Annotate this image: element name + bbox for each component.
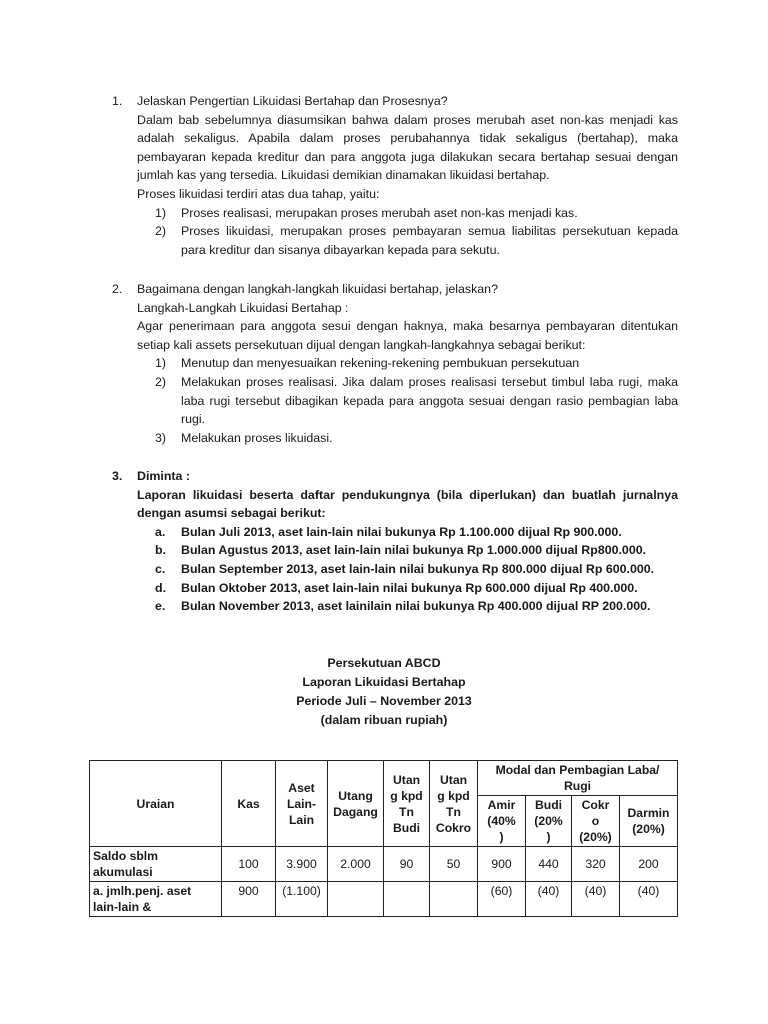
question-2 <box>106 280 678 447</box>
cell-budi: 440 <box>526 847 572 882</box>
q1-para-line: Dalam bab sebelumnya diasumsikan bahwa dalam proses merubah aset non-kas menjadi kas <box>137 112 678 127</box>
question-3-title <box>106 467 678 486</box>
question-2-text: Bagaimana dengan langkah-langkah likuidasi bertahap, jelaskan? <box>137 282 498 296</box>
cell-cokro: 320 <box>572 847 620 882</box>
q1-item-number: 2) <box>155 224 167 239</box>
table-row <box>90 847 678 882</box>
q2-list-item <box>106 373 678 392</box>
cell-darmin: (40) <box>620 882 678 917</box>
question-3-answer <box>106 486 678 523</box>
q1-item-text: Proses realisasi, merupakan proses merubah aset non-kas menjadi kas. <box>181 205 578 220</box>
report-title: Laporan Likuidasi Bertahap <box>302 675 466 689</box>
q3-list-item <box>106 523 678 542</box>
q3-item-text: Bulan Oktober 2013, aset lain-lain nilai bukunya Rp 600.000 dijual Rp 400.000. <box>181 580 638 595</box>
q3-list-item <box>106 597 678 616</box>
q2-item-text: Melakukan proses realisasi. Jika dalam proses realisasi tersebut timbul laba rugi, maka <box>181 374 678 389</box>
q2-para-line: setiap kali assets persekutuan dijual dengan langkah-langkahnya sebagai berikut: <box>137 337 586 352</box>
q3-para-line: dengan asumsi sebagai berikut: <box>137 506 326 521</box>
cell-aset: 3.900 <box>276 847 328 882</box>
question-3 <box>106 467 678 616</box>
row-label: a. jmlh.penj. aset lain-lain & <box>90 882 222 917</box>
q2-list-item <box>106 354 678 373</box>
question-1-number: 1. <box>112 94 123 108</box>
question-3-text: Diminta : <box>137 469 191 483</box>
q3-item-letter: c. <box>155 561 166 576</box>
q2-item-number: 3) <box>155 430 167 445</box>
q3-item-letter: d. <box>155 580 167 595</box>
cell-kas: 900 <box>222 882 276 917</box>
header-kas: Kas <box>222 761 276 847</box>
cell-utang-dagang <box>328 882 384 917</box>
q2-item-continuation <box>106 410 678 429</box>
q1-para-line: adalah sekaligus. Apabila dalam proses perubahannya tidak sekaligus (bertahap), maka <box>137 131 678 146</box>
q2-item-number: 1) <box>155 356 167 371</box>
q1-para-line: jumlah kas yang tersedia. Likuidasi demikian dinamakan likuidasi bertahap. <box>137 168 550 183</box>
q3-item-text: Bulan November 2013, aset lainilain nilai bukunya Rp 400.000 dijual RP 200.000. <box>181 599 651 614</box>
q2-item-number: 2) <box>155 374 167 389</box>
cell-darmin: 200 <box>620 847 678 882</box>
question-2-title <box>106 280 678 299</box>
header-utang-budi: Utan g kpd Tn Budi <box>384 761 430 847</box>
q3-item-text: Bulan September 2013, aset lain-lain nilai bukunya Rp 800.000 dijual Rp 600.000. <box>181 561 655 576</box>
q1-item-text: para kreditur dan sisanya dibayarkan kepada para sekutu. <box>181 242 500 257</box>
report-period: Periode Juli – November 2013 <box>296 694 472 708</box>
table-header-row <box>90 761 678 796</box>
cell-utang-cokro <box>430 882 478 917</box>
header-modal: Modal dan Pembagian Laba/ Rugi <box>478 761 678 796</box>
table-row <box>90 882 678 917</box>
header-budi: Budi (20% ) <box>526 796 572 847</box>
cell-aset: (1.100) <box>276 882 328 917</box>
liquidation-table <box>89 760 678 917</box>
report-unit-note: (dalam ribuan rupiah) <box>320 713 448 727</box>
header-uraian: Uraian <box>90 761 222 847</box>
q3-item-text: Bulan Agustus 2013, aset lain-lain nilai bukunya Rp 1.000.000 dijual Rp800.000. <box>181 543 647 558</box>
question-1 <box>106 92 678 259</box>
header-darmin: Darmin (20%) <box>620 796 678 847</box>
q3-list-item <box>106 560 678 579</box>
q2-item-text: rugi. <box>181 412 206 427</box>
row-label: Saldo sblm akumulasi <box>90 847 222 882</box>
cell-amir: 900 <box>478 847 526 882</box>
q3-item-letter: e. <box>155 599 166 614</box>
q3-item-letter: a. <box>155 524 166 539</box>
q1-item-text: Proses likuidasi, merupakan proses pembayaran semua liabilitas persekutuan kepada <box>181 224 678 239</box>
cell-budi: (40) <box>526 882 572 917</box>
cell-utang-cokro: 50 <box>430 847 478 882</box>
q1-list-item <box>106 204 678 223</box>
q2-item-text: Menutup dan menyesuaikan rekening-rekening pembukuan persekutuan <box>181 356 580 371</box>
cell-utang-budi: 90 <box>384 847 430 882</box>
question-2-number: 2. <box>112 282 123 296</box>
header-utang-dagang: Utang Dagang <box>328 761 384 847</box>
cell-kas: 100 <box>222 847 276 882</box>
q2-para-line: Agar penerimaan para anggota sesui dengan haknya, maka besarnya pembayaran ditentukan <box>137 319 678 334</box>
q1-intro: Proses likuidasi terdiri atas dua tahap, yaitu: <box>137 186 380 201</box>
q2-item-continuation <box>106 392 678 411</box>
cell-cokro: (40) <box>572 882 620 917</box>
question-1-text: Jelaskan Pengertian Likuidasi Bertahap dan Prosesnya? <box>137 94 448 108</box>
question-1-answer <box>106 111 678 204</box>
cell-utang-dagang: 2.000 <box>328 847 384 882</box>
q3-item-letter: b. <box>155 543 167 558</box>
q2-list-item <box>106 429 678 448</box>
header-cokro: Cokr o (20%) <box>572 796 620 847</box>
cell-amir: (60) <box>478 882 526 917</box>
question-1-title <box>106 92 678 111</box>
cell-utang-budi <box>384 882 430 917</box>
question-3-number: 3. <box>112 469 123 483</box>
q2-heading: Langkah-Langkah Likuidasi Bertahap : <box>137 300 349 315</box>
q3-item-text: Bulan Juli 2013, aset lain-lain nilai bukunya Rp 1.100.000 dijual Rp 900.000. <box>181 524 622 539</box>
q3-list-item <box>106 541 678 560</box>
q3-list-item <box>106 579 678 598</box>
q3-para-line: Laporan likuidasi beserta daftar pendukungnya (bila diperlukan) dan buatlah jurnalnya <box>137 487 678 502</box>
report-company: Persekutuan ABCD <box>327 656 441 670</box>
q1-list-item <box>106 222 678 241</box>
question-2-answer <box>106 299 678 355</box>
q1-item-number: 1) <box>155 205 167 220</box>
q2-item-text: laba rugi tersebut dibagikan kepada para anggota sesuai dengan rasio pembagian laba <box>181 393 678 408</box>
q2-item-text: Melakukan proses likuidasi. <box>181 430 333 445</box>
q1-para-line: pembayaran kepada kreditur dan para anggota juga dilakukan secara bertahap sesuai dengan <box>137 149 678 164</box>
q1-item-continuation <box>106 241 678 260</box>
header-amir: Amir (40% ) <box>478 796 526 847</box>
header-utang-cokro: Utan g kpd Tn Cokro <box>430 761 478 847</box>
report-title-block <box>0 654 768 730</box>
header-aset-lain-lain: Aset Lain- Lain <box>276 761 328 847</box>
